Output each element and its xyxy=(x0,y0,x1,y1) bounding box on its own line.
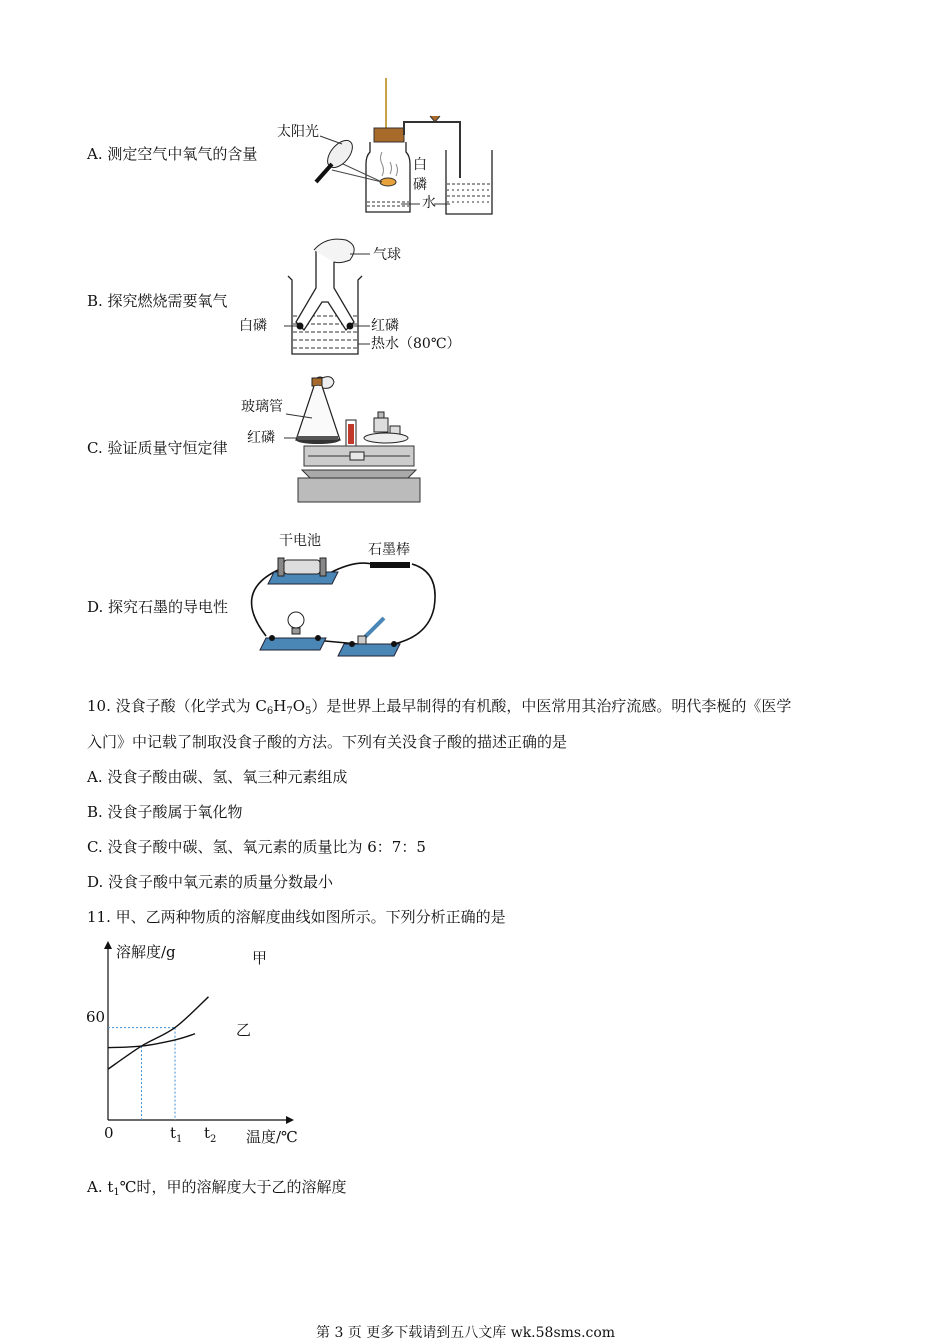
figure-mass-conservation-balance xyxy=(290,374,450,504)
x-axis-arrow xyxy=(286,1116,294,1124)
question-10-option-a: A. 没食子酸由碳、氢、氧三种元素组成 xyxy=(87,768,348,786)
label-water: 水 xyxy=(422,195,436,211)
label-red-phosphorus-c: 红磷 xyxy=(247,430,275,446)
label-balloon: 气球 xyxy=(373,247,401,263)
figure-oxygen-content-apparatus xyxy=(270,78,510,218)
solubility-curve-chart xyxy=(80,935,320,1155)
option-9b: B. 探究燃烧需要氧气 xyxy=(87,292,228,310)
y-axis-label: 溶解度/g xyxy=(116,943,176,961)
label-graphite-rod: 石墨棒 xyxy=(368,542,410,558)
option-9d: D. 探究石墨的导电性 xyxy=(87,598,229,616)
page-footer: 第 3 页 更多下载请到五八文库 wk.58sms.com xyxy=(316,1325,616,1341)
figure-graphite-conductivity-circuit xyxy=(244,552,444,662)
question-11-option-a: A. $t_1℃$时，甲的溶解度大于乙的溶解度 xyxy=(87,1178,347,1198)
option-9c: C. 验证质量守恒定律 xyxy=(87,439,228,457)
series-jia-curve xyxy=(108,997,209,1069)
label-red-phosphorus: 红磷 xyxy=(371,318,399,334)
question-11-stem: 11. 甲、乙两种物质的溶解度曲线如图所示。下列分析正确的是 xyxy=(87,908,506,926)
label-white-phosphorus: 白磷 xyxy=(239,318,267,334)
x-axis-label: 温度/℃ xyxy=(246,1128,298,1146)
option-9a: A. 测定空气中氧气的含量 xyxy=(87,145,258,163)
label-sunlight: 太阳光 xyxy=(277,124,319,140)
question-10-option-d: D. 没食子酸中氧元素的质量分数最小 xyxy=(87,873,334,891)
question-10-option-b: B. 没食子酸属于氧化物 xyxy=(87,803,243,821)
y-axis-arrow xyxy=(104,941,112,949)
label-hot-water: 热水（80℃） xyxy=(371,336,461,352)
question-10-stem-line1: 10. 没食子酸（化学式为 $C_6H_7O_5$）是世界上最早制得的有机酸，中医常用其治疗流感。明代李梴的《医学 xyxy=(87,697,792,717)
x-tick-t2: $t_2$ xyxy=(204,1124,217,1145)
label-dry-battery: 干电池 xyxy=(279,533,321,549)
origin-label: 0 xyxy=(104,1124,114,1142)
question-10-stem-line2: 入门》中记载了制取没食子酸的方法。下列有关没食子酸的描述正确的是 xyxy=(87,733,568,751)
x-tick-t1: $t_1$ xyxy=(170,1124,183,1145)
y-tick-60: 60 xyxy=(86,1008,106,1026)
series-label-yi: 乙 xyxy=(236,1021,252,1039)
label-white: 白 xyxy=(413,157,427,173)
label-glass-tube: 玻璃管 xyxy=(241,399,283,415)
figure-combustion-oxygen-apparatus xyxy=(270,236,470,376)
series-label-jia: 甲 xyxy=(252,949,268,967)
label-phosphorus: 磷 xyxy=(413,177,427,193)
question-10-option-c: C. 没食子酸中碳、氢、氧元素的质量比为 6：7：5 xyxy=(87,838,426,856)
